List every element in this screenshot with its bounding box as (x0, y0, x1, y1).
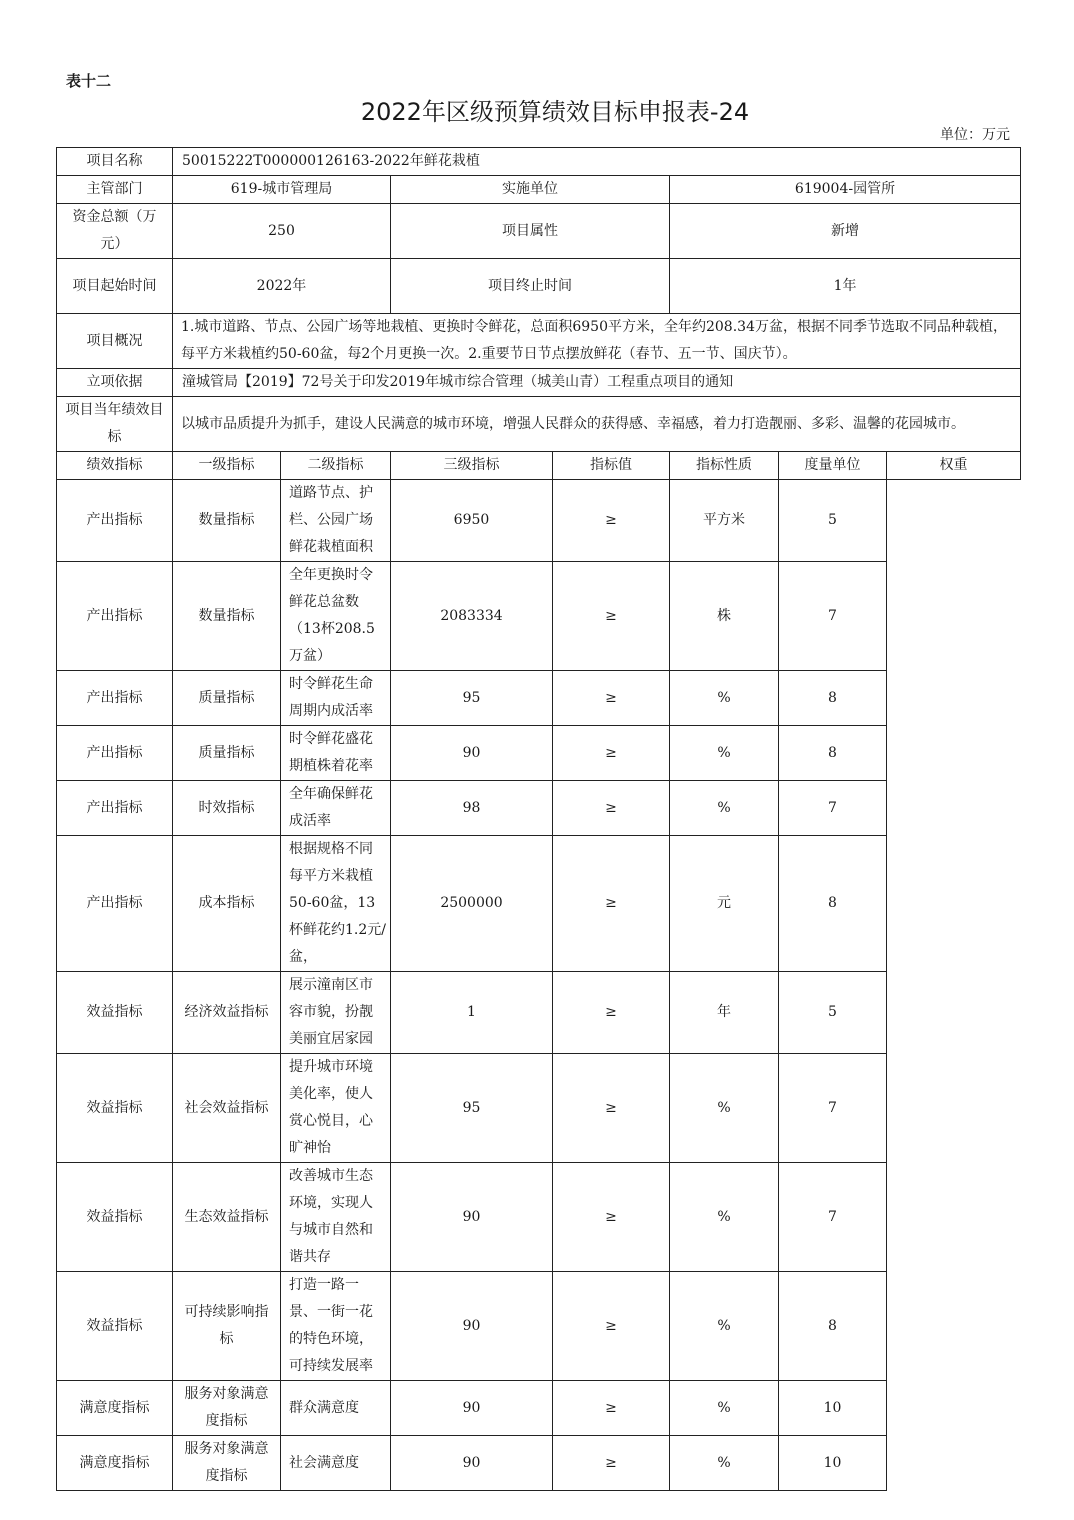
value-cell: 90 (391, 1163, 553, 1272)
col-header: 三级指标 (391, 452, 553, 480)
indicator-row (57, 480, 1021, 562)
project-name-row (57, 148, 1021, 176)
col-header: 度量单位 (779, 452, 887, 480)
nature-cell: ≥ (553, 1436, 670, 1491)
nature-cell: ≥ (553, 1272, 670, 1381)
goal-value: 以城市品质提升为抓手，建设人民满意的城市环境，增强人民群众的获得感、幸福感，着力打造靓丽、多彩、温馨的花园城市。 (173, 397, 1021, 452)
basis-label: 立项依据 (57, 369, 173, 397)
indicator-row (57, 1054, 1021, 1163)
nature-cell: ≥ (553, 671, 670, 726)
nature-cell: ≥ (553, 972, 670, 1054)
level2-cell: 质量指标 (173, 671, 281, 726)
weight-cell: 8 (779, 836, 887, 972)
col-header: 一级指标 (173, 452, 281, 480)
fund-label: 资金总额（万元） (57, 204, 173, 259)
level3-cell: 时令鲜花盛花期植株着花率 (281, 726, 391, 781)
value-cell: 90 (391, 1381, 553, 1436)
unit-cell: % (670, 781, 779, 836)
level3-cell: 根据规格不同每平方米栽植50-60盆，13杯鲜花约1.2元/盆， (281, 836, 391, 972)
level1-cell: 效益指标 (57, 1272, 173, 1381)
level1-cell: 效益指标 (57, 1054, 173, 1163)
level2-cell: 数量指标 (173, 480, 281, 562)
level1-cell: 效益指标 (57, 1163, 173, 1272)
unit-cell: % (670, 1054, 779, 1163)
level3-cell: 提升城市环境美化率，使人赏心悦目，心旷神怡 (281, 1054, 391, 1163)
basis-value: 潼城管局【2019】72号关于印发2019年城市综合管理（城美山青）工程重点项目的通知 (173, 369, 1021, 397)
indicator-row (57, 1381, 1021, 1436)
indicator-section-label: 绩效指标 (57, 452, 173, 480)
weight-cell: 10 (779, 1381, 887, 1436)
level3-cell: 道路节点、护栏、公园广场鲜花栽植面积 (281, 480, 391, 562)
end-value: 1年 (670, 259, 1021, 314)
level3-cell: 群众满意度 (281, 1381, 391, 1436)
value-cell: 90 (391, 1436, 553, 1491)
weight-cell: 5 (779, 972, 887, 1054)
level1-cell: 效益指标 (57, 972, 173, 1054)
weight-cell: 7 (779, 781, 887, 836)
time-row (57, 259, 1021, 314)
level1-cell: 产出指标 (57, 562, 173, 671)
weight-cell: 8 (779, 726, 887, 781)
level3-cell: 全年确保鲜花成活率 (281, 781, 391, 836)
unit-cell: % (670, 1272, 779, 1381)
overview-value: 1.城市道路、节点、公园广场等地栽植、更换时令鲜花，总面积6950平方米，全年约208.34万盆，根据不同季节选取不同品种载植，每平方米栽植约50-60盆，每2个月更换一次。2.重要节日节点摆放鲜花（春节、五一节、国庆节）。 (173, 314, 1021, 369)
weight-cell: 7 (779, 1054, 887, 1163)
level3-cell: 改善城市生态环境，实现人与城市自然和谐共存 (281, 1163, 391, 1272)
level2-cell: 服务对象满意度指标 (173, 1436, 281, 1491)
weight-cell: 7 (779, 562, 887, 671)
level2-cell: 数量指标 (173, 562, 281, 671)
value-cell: 1 (391, 972, 553, 1054)
col-header: 权重 (887, 452, 1021, 480)
value-cell: 6950 (391, 480, 553, 562)
overview-label: 项目概况 (57, 314, 173, 369)
fund-row (57, 204, 1021, 259)
indicator-row (57, 1436, 1021, 1491)
unit-cell: % (670, 1163, 779, 1272)
indicator-row (57, 671, 1021, 726)
impl-label: 实施单位 (391, 176, 670, 204)
dept-value: 619-城市管理局 (173, 176, 391, 204)
level1-cell: 满意度指标 (57, 1436, 173, 1491)
unit-cell: % (670, 1436, 779, 1491)
level1-cell: 产出指标 (57, 480, 173, 562)
value-cell: 95 (391, 671, 553, 726)
basis-row (57, 369, 1021, 397)
level2-cell: 生态效益指标 (173, 1163, 281, 1272)
unit-cell: 年 (670, 972, 779, 1054)
level1-cell: 产出指标 (57, 836, 173, 972)
level2-cell: 社会效益指标 (173, 1054, 281, 1163)
department-row (57, 176, 1021, 204)
value-cell: 98 (391, 781, 553, 836)
level1-cell: 产出指标 (57, 726, 173, 781)
unit-cell: 株 (670, 562, 779, 671)
start-label: 项目起始时间 (57, 259, 173, 314)
weight-cell: 8 (779, 1272, 887, 1381)
indicator-header-row (57, 452, 1021, 480)
weight-cell: 10 (779, 1436, 887, 1491)
project-name-value: 50015222T000000126163-2022年鲜花栽植 (173, 148, 1021, 176)
level2-cell: 可持续影响指标 (173, 1272, 281, 1381)
weight-cell: 7 (779, 1163, 887, 1272)
indicator-row (57, 1272, 1021, 1381)
impl-value: 619004-园管所 (670, 176, 1021, 204)
fund-value: 250 (173, 204, 391, 259)
indicator-row (57, 972, 1021, 1054)
attr-label: 项目属性 (391, 204, 670, 259)
value-cell: 2500000 (391, 836, 553, 972)
nature-cell: ≥ (553, 480, 670, 562)
unit-cell: % (670, 726, 779, 781)
indicator-row (57, 726, 1021, 781)
start-value: 2022年 (173, 259, 391, 314)
indicator-row (57, 781, 1021, 836)
col-header: 指标性质 (670, 452, 779, 480)
end-label: 项目终止时间 (391, 259, 670, 314)
weight-cell: 8 (779, 671, 887, 726)
overview-row (57, 314, 1021, 369)
level2-cell: 时效指标 (173, 781, 281, 836)
level1-cell: 产出指标 (57, 671, 173, 726)
performance-target-table (56, 147, 1021, 1491)
level3-cell: 展示潼南区市容市貌，扮靓美丽宜居家园 (281, 972, 391, 1054)
value-cell: 90 (391, 1272, 553, 1381)
level3-cell: 社会满意度 (281, 1436, 391, 1491)
indicator-row (57, 1163, 1021, 1272)
project-name-label: 项目名称 (57, 148, 173, 176)
page-title: 2022年区级预算绩效目标申报表-24 (360, 98, 750, 126)
level2-cell: 服务对象满意度指标 (173, 1381, 281, 1436)
level1-cell: 满意度指标 (57, 1381, 173, 1436)
unit-cell: % (670, 1381, 779, 1436)
nature-cell: ≥ (553, 562, 670, 671)
nature-cell: ≥ (553, 1163, 670, 1272)
level1-cell: 产出指标 (57, 781, 173, 836)
unit-cell: 平方米 (670, 480, 779, 562)
level3-cell: 时令鲜花生命周期内成活率 (281, 671, 391, 726)
unit-cell: 元 (670, 836, 779, 972)
weight-cell: 5 (779, 480, 887, 562)
unit-cell: % (670, 671, 779, 726)
value-cell: 95 (391, 1054, 553, 1163)
col-header: 指标值 (553, 452, 670, 480)
table-number: 表十二 (66, 72, 112, 90)
indicator-row (57, 836, 1021, 972)
unit-label: 单位：万元 (940, 127, 1010, 143)
nature-cell: ≥ (553, 1054, 670, 1163)
indicator-row (57, 562, 1021, 671)
nature-cell: ≥ (553, 726, 670, 781)
col-header: 二级指标 (281, 452, 391, 480)
level2-cell: 质量指标 (173, 726, 281, 781)
nature-cell: ≥ (553, 781, 670, 836)
value-cell: 90 (391, 726, 553, 781)
nature-cell: ≥ (553, 836, 670, 972)
level3-cell: 全年更换时令鲜花总盆数（13杯208.5万盆） (281, 562, 391, 671)
level2-cell: 成本指标 (173, 836, 281, 972)
level2-cell: 经济效益指标 (173, 972, 281, 1054)
attr-value: 新增 (670, 204, 1021, 259)
dept-label: 主管部门 (57, 176, 173, 204)
nature-cell: ≥ (553, 1381, 670, 1436)
goal-label: 项目当年绩效目标 (57, 397, 173, 452)
value-cell: 2083334 (391, 562, 553, 671)
goal-row (57, 397, 1021, 452)
level3-cell: 打造一路一景、一街一花的特色环境，可持续发展率 (281, 1272, 391, 1381)
